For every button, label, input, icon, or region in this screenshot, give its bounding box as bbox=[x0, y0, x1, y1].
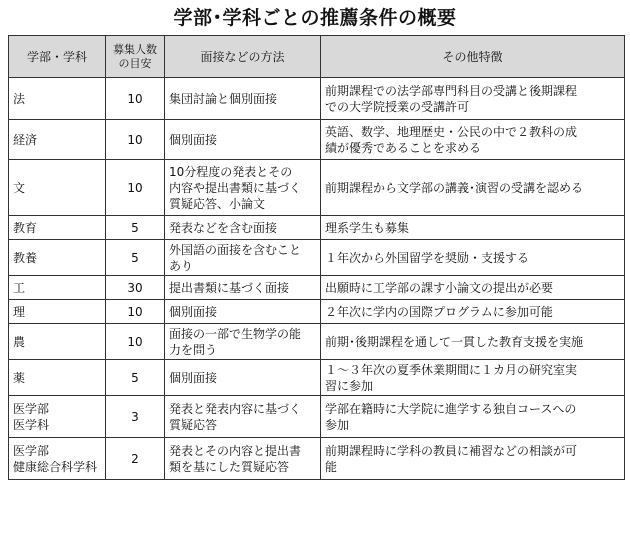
header-count bbox=[106, 36, 165, 78]
table-row bbox=[9, 160, 625, 216]
count-cell: 10 bbox=[106, 78, 165, 120]
method-cell-line: 個別面接 bbox=[169, 370, 218, 385]
method-cell bbox=[165, 78, 321, 120]
table-row bbox=[9, 396, 625, 438]
page-title: 学部･学科ごとの推薦条件の概要 bbox=[173, 7, 457, 29]
feature-cell bbox=[321, 160, 625, 216]
feature-cell bbox=[321, 360, 625, 396]
method-cell-line: 質疑応答、小論文 bbox=[169, 196, 266, 211]
feature-cell-line: １～３年次の夏季休業期間に１カ月の研究室実 bbox=[325, 362, 578, 377]
dept-cell-line: 法 bbox=[13, 91, 26, 106]
header-dept: 学部・学科 bbox=[9, 36, 106, 78]
table-header-row bbox=[9, 36, 625, 78]
method-cell-line: 発表と発表内容に基づく bbox=[169, 401, 302, 416]
table-row bbox=[9, 120, 625, 160]
method-cell-line: 類を基にした質疑応答 bbox=[169, 459, 290, 474]
feature-cell bbox=[321, 78, 625, 120]
dept-cell-line: 工 bbox=[13, 280, 26, 295]
method-cell-line: 10分程度の発表とその bbox=[169, 164, 293, 179]
feature-cell-line: 前期課程時に学科の教員に補習などの相談が可 bbox=[325, 443, 578, 458]
feature-cell-line: 習に参加 bbox=[325, 378, 374, 393]
header-method: 面接などの方法 bbox=[165, 36, 321, 78]
count-cell: 10 bbox=[106, 300, 165, 324]
dept-cell bbox=[9, 324, 106, 360]
method-cell-line: 発表などを含む面接 bbox=[169, 220, 278, 235]
count-cell: 5 bbox=[106, 360, 165, 396]
method-cell-line: あり bbox=[169, 258, 194, 273]
count-cell: 10 bbox=[106, 120, 165, 160]
feature-cell-line: 前期課程での法学部専門科目の受講と後期課程 bbox=[325, 83, 578, 98]
feature-cell-line: 出願時に工学部の課す小論文の提出が必要 bbox=[325, 280, 554, 295]
dept-cell bbox=[9, 78, 106, 120]
feature-cell-line: １年次から外国留学を奨励・支援する bbox=[325, 250, 530, 265]
dept-cell-line: 理 bbox=[13, 304, 26, 319]
feature-cell bbox=[321, 276, 625, 300]
dept-cell-line: 教養 bbox=[13, 250, 38, 265]
dept-cell bbox=[9, 396, 106, 438]
dept-cell-line: 文 bbox=[13, 180, 26, 195]
method-cell-line: 個別面接 bbox=[169, 304, 218, 319]
feature-cell-line: ２年次に学内の国際プログラムに参加可能 bbox=[325, 304, 553, 319]
feature-cell bbox=[321, 396, 625, 438]
dept-cell bbox=[9, 438, 106, 480]
feature-cell bbox=[321, 324, 625, 360]
table-row bbox=[9, 78, 625, 120]
feature-cell-line: での大学院授業の受講許可 bbox=[325, 99, 470, 114]
feature-cell-line: 参加 bbox=[325, 417, 350, 432]
feature-cell bbox=[321, 300, 625, 324]
count-cell: 3 bbox=[106, 396, 165, 438]
method-cell bbox=[165, 216, 321, 240]
feature-cell bbox=[321, 240, 625, 276]
table-body bbox=[9, 78, 625, 480]
method-cell-line: 集団討論と個別面接 bbox=[169, 91, 278, 106]
feature-cell bbox=[321, 438, 625, 480]
dept-cell bbox=[9, 216, 106, 240]
dept-cell bbox=[9, 120, 106, 160]
method-cell bbox=[165, 360, 321, 396]
count-cell: 30 bbox=[106, 276, 165, 300]
dept-cell-line: 健康総合科学科 bbox=[13, 459, 98, 474]
method-cell-line: 内容や提出書類に基づく bbox=[169, 180, 302, 195]
recommendation-table bbox=[8, 35, 625, 480]
feature-cell-line: 能 bbox=[325, 459, 338, 474]
method-cell bbox=[165, 396, 321, 438]
method-cell bbox=[165, 276, 321, 300]
dept-cell bbox=[9, 160, 106, 216]
count-cell: 10 bbox=[106, 324, 165, 360]
method-cell bbox=[165, 300, 321, 324]
dept-cell bbox=[9, 360, 106, 396]
method-cell bbox=[165, 438, 321, 480]
header-feature: その他特徴 bbox=[321, 36, 625, 78]
method-cell-line: 個別面接 bbox=[169, 132, 218, 147]
feature-cell-line: 学部在籍時に大学院に進学する独自コースへの bbox=[325, 401, 577, 416]
feature-cell-line: 前期･後期課程を通して一貫した教育支援を実施 bbox=[325, 334, 584, 349]
table-row bbox=[9, 276, 625, 300]
dept-cell bbox=[9, 276, 106, 300]
feature-cell bbox=[321, 216, 625, 240]
method-cell bbox=[165, 160, 321, 216]
method-cell-line: 外国語の面接を含むこと bbox=[169, 242, 302, 257]
table-row bbox=[9, 300, 625, 324]
method-cell-line: 面接の一部で生物学の能 bbox=[169, 326, 302, 341]
feature-cell-line: 英語、数学、地理歴史・公民の中で２教科の成 bbox=[325, 124, 578, 139]
feature-cell bbox=[321, 120, 625, 160]
dept-cell-line: 医学部 bbox=[13, 443, 50, 458]
dept-cell bbox=[9, 240, 106, 276]
method-cell-line: 発表とその内容と提出書 bbox=[169, 443, 302, 458]
dept-cell-line: 薬 bbox=[13, 370, 26, 385]
dept-cell bbox=[9, 300, 106, 324]
dept-cell-line: 経済 bbox=[13, 132, 38, 147]
dept-cell-line: 農 bbox=[13, 334, 26, 349]
table-row bbox=[9, 438, 625, 480]
method-cell bbox=[165, 120, 321, 160]
table-row bbox=[9, 360, 625, 396]
feature-cell-line: 前期課程から文学部の講義･演習の受講を認める bbox=[325, 180, 584, 195]
table-row bbox=[9, 216, 625, 240]
table-row bbox=[9, 324, 625, 360]
header-count-line2: の目安 bbox=[118, 56, 152, 70]
count-cell: 5 bbox=[106, 240, 165, 276]
dept-cell-line: 教育 bbox=[13, 220, 38, 235]
count-cell: 10 bbox=[106, 160, 165, 216]
table-row bbox=[9, 240, 625, 276]
header-count-line1: 募集人数 bbox=[113, 42, 157, 56]
feature-cell-line: 績が優秀であることを求める bbox=[325, 140, 482, 155]
method-cell-line: 提出書類に基づく面接 bbox=[169, 280, 290, 295]
method-cell-line: 力を問う bbox=[169, 342, 218, 357]
count-cell: 2 bbox=[106, 438, 165, 480]
dept-cell-line: 医学部 bbox=[13, 401, 50, 416]
count-cell: 5 bbox=[106, 216, 165, 240]
feature-cell-line: 理系学生も募集 bbox=[325, 220, 410, 235]
dept-cell-line: 医学科 bbox=[13, 417, 50, 432]
method-cell bbox=[165, 324, 321, 360]
method-cell-line: 質疑応答 bbox=[169, 417, 218, 432]
method-cell bbox=[165, 240, 321, 276]
